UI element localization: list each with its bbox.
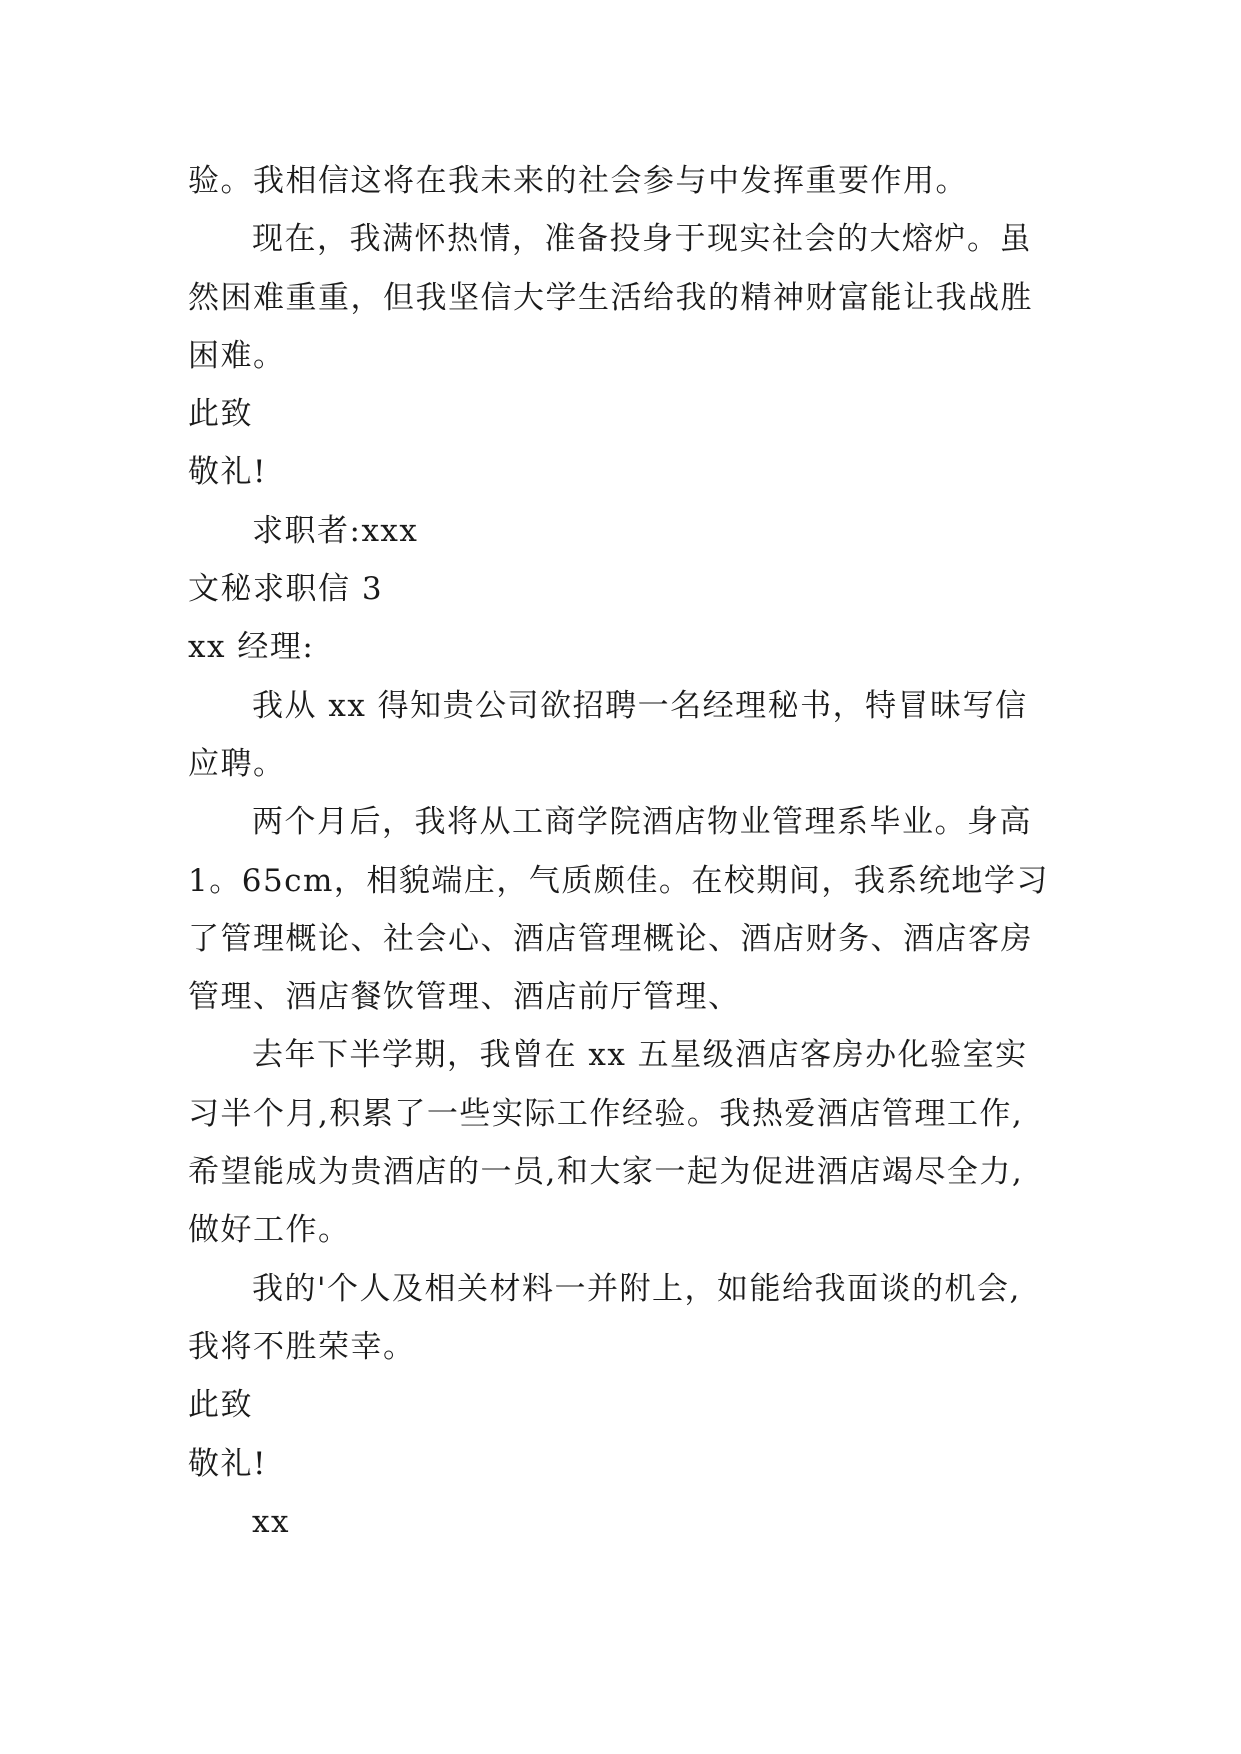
signature: xx — [252, 1503, 290, 1540]
text-line: 我的'个人及相关材料一并附上，如能给我面谈的机会, — [252, 1270, 1021, 1307]
text-line: 习半个月,积累了一些实际工作经验。我热爱酒店管理工作, — [188, 1095, 1024, 1132]
text-line: 然困难重重，但我坚信大学生活给我的精神财富能让我战胜 — [188, 279, 1033, 316]
closing-salutation: 此致 — [188, 1387, 253, 1424]
text-line: 应聘。 — [188, 745, 286, 782]
closing-regards: 敬礼! — [188, 454, 267, 491]
text-line: 困难。 — [188, 337, 286, 374]
text-line: 我将不胜荣幸。 — [188, 1328, 416, 1365]
text-line: 希望能成为贵酒店的一员,和大家一起为促进酒店竭尽全力, — [188, 1154, 1024, 1191]
text-line: 我从 xx 得知贵公司欲招聘一名经理秘书，特冒昧写信 — [252, 687, 1028, 724]
text-line: 1。65cm，相貌端庄，气质颇佳。在校期间，我系统地学习 — [188, 862, 1049, 899]
text-line: 现在，我满怀热情，准备投身于现实社会的大熔炉。虽 — [252, 221, 1032, 258]
text-line: 了管理概论、社会心、酒店管理概论、酒店财务、酒店客房 — [188, 920, 1033, 957]
text-line: 去年下半学期，我曾在 xx 五星级酒店客房办化验室实 — [252, 1037, 1028, 1074]
text-line: 管理、酒店餐饮管理、酒店前厅管理、 — [188, 979, 741, 1016]
letter-body — [188, 152, 1050, 1551]
section-heading: 文秘求职信 3 — [188, 571, 384, 608]
letter-greeting: xx 经理: — [188, 629, 315, 666]
closing-regards: 敬礼! — [188, 1445, 267, 1482]
text-line: 做好工作。 — [188, 1212, 351, 1249]
closing-salutation: 此致 — [188, 396, 253, 433]
text-line: 两个月后，我将从工商学院酒店物业管理系毕业。身高 — [252, 804, 1032, 841]
text-line: 验。我相信这将在我未来的社会参与中发挥重要作用。 — [188, 163, 968, 199]
signature: 求职者:xxx — [252, 512, 419, 549]
